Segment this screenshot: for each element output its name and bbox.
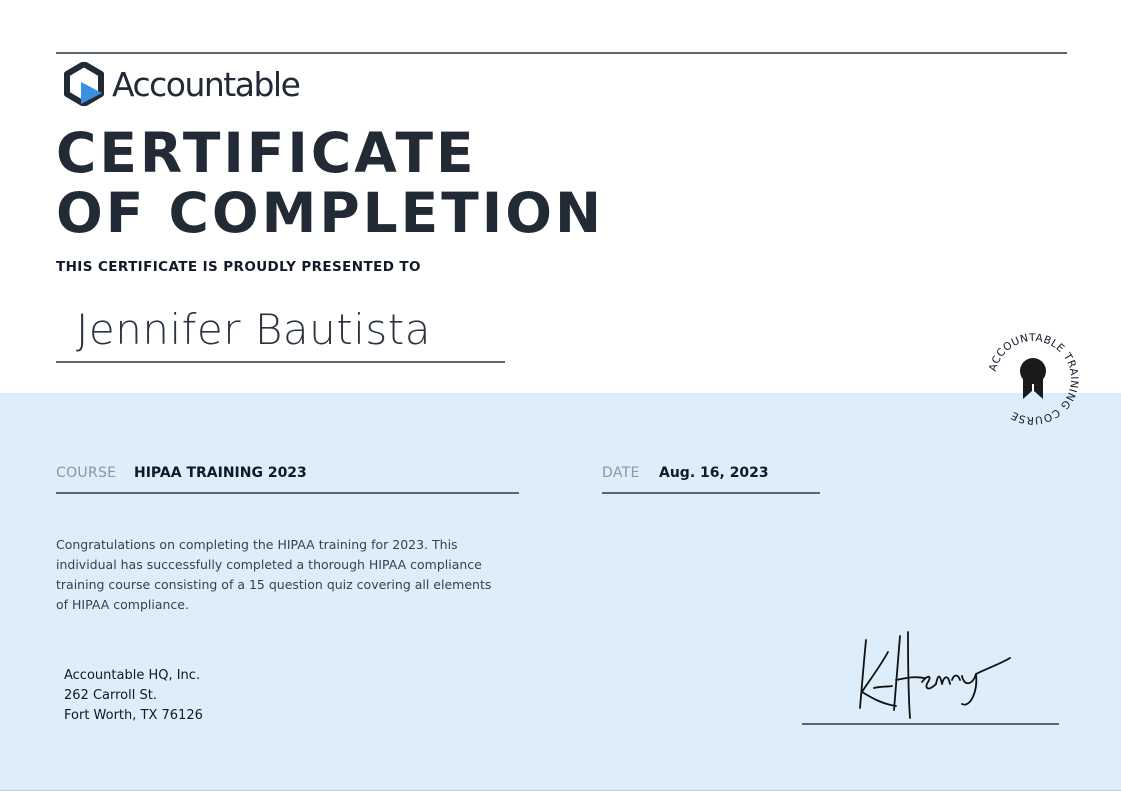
issuer-address: [64, 666, 203, 726]
handwritten-signature: [848, 630, 1018, 726]
course-label: COURSE: [56, 465, 117, 481]
signature-line: [802, 723, 1059, 725]
brand-name: Accountable: [112, 64, 300, 104]
seal-text: ACCOUNTABLE TRAINING COURSE: [986, 331, 1081, 427]
top-divider: [56, 52, 1067, 54]
date-label: DATE: [602, 465, 640, 481]
course-value: HIPAA TRAINING 2023: [134, 465, 307, 481]
recipient-name: Jennifer Bautista: [76, 305, 431, 354]
certificate-title-line2: OF COMPLETION: [56, 181, 605, 245]
course-underline: [56, 492, 519, 494]
date-value: Aug. 16, 2023: [659, 465, 769, 481]
brand-logo: [64, 62, 299, 106]
award-ribbon-icon: [981, 327, 1085, 431]
certificate-title-line1: CERTIFICATE: [56, 121, 477, 185]
issuer-street: 262 Carroll St.: [64, 688, 157, 703]
training-seal: [981, 327, 1085, 435]
completion-description: Congratulations on completing the HIPAA training for 2023. This individual has successfully completed a thorough HIPAA compliance training course consisting of a 15 question quiz covering all elements of HIPAA compliance.: [56, 537, 492, 612]
recipient-underline: [56, 361, 505, 363]
issuer-city: Fort Worth, TX 76126: [64, 708, 203, 723]
date-underline: [602, 492, 820, 494]
presented-to-label: THIS CERTIFICATE IS PROUDLY PRESENTED TO: [56, 259, 421, 275]
issuer-company: Accountable HQ, Inc.: [64, 668, 201, 683]
hexagon-play-logo-icon: [64, 62, 104, 106]
